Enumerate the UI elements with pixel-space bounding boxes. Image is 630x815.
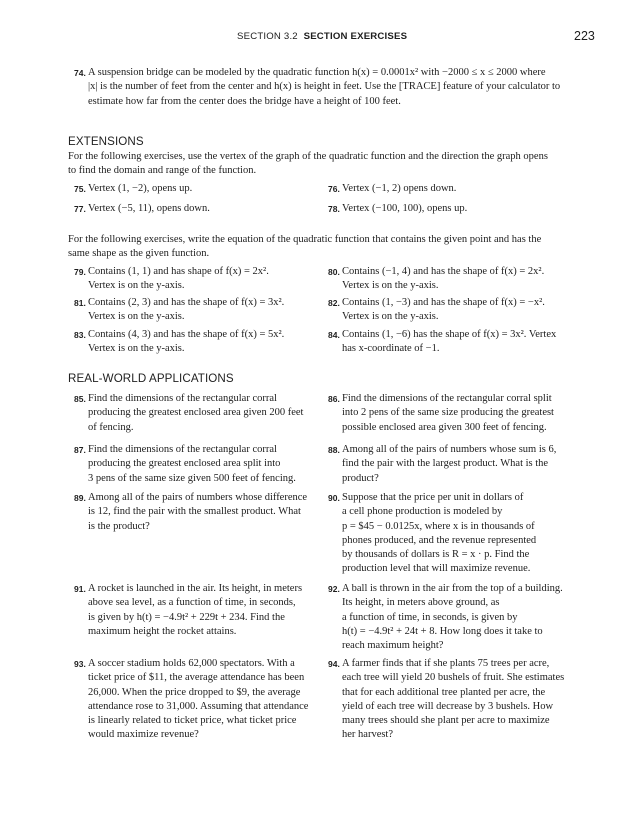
exercise-90 [328, 491, 578, 577]
exercise-83 [74, 328, 319, 357]
exercise-number: 90. [328, 493, 340, 503]
exercise-text-line: Vertex is on the y-axis. [342, 280, 439, 292]
exercise-79 [74, 265, 319, 294]
exercise-text-line: producing the greatest enclosed area split into [88, 458, 281, 470]
exercise-text-line: a function of time, in seconds, is given by [342, 611, 518, 623]
exercise-87 [74, 443, 324, 486]
page-header [0, 30, 630, 48]
exercise-text-line: Vertex (−100, 100), opens up. [342, 203, 468, 214]
exercise-text-line: Contains (1, −3) and has the shape of f(x) = −x². [342, 297, 545, 308]
exercise-text-line: Vertex is on the y-axis. [342, 311, 439, 323]
exercise-text-line: her harvest? [342, 729, 394, 741]
exercise-75 [74, 182, 314, 196]
exercise-text-line: Vertex is on the y-axis. [88, 311, 185, 323]
extensions-heading: EXTENSIONS [68, 135, 144, 148]
exercise-text-line: Vertex is on the y-axis. [88, 280, 185, 292]
exercise-text-line: Contains (4, 3) and has the shape of f(x) = 5x². [88, 329, 285, 340]
instruction-line: For the following exercises, use the vertex of the graph of the quadratic function and the direction the graph opens [68, 151, 548, 162]
exercise-text-line: Contains (−1, 4) and has the shape of f(x) = 2x². [342, 266, 545, 277]
exercise-93 [74, 657, 324, 743]
exercise-text-line: maximum height the rocket attains. [88, 625, 237, 637]
exercise-number: 74. [74, 68, 86, 78]
exercise-number: 92. [328, 584, 340, 594]
exercise-number: 93. [74, 659, 86, 669]
section-title: SECTION EXERCISES [303, 31, 408, 42]
exercise-text-line: A suspension bridge can be modeled by the quadratic function h(x) = 0.0001x² with −2000 ≤ x ≤ 2000 where [88, 67, 546, 78]
exercise-89 [74, 491, 324, 534]
exercise-number: 81. [74, 298, 86, 308]
exercise-text-line: yield of each tree will decrease by 3 bushels. How [342, 700, 554, 712]
exercise-text-line: Find the dimensions of the rectangular corral [88, 444, 277, 455]
exercise-text-line: is the product? [88, 520, 150, 532]
exercise-number: 88. [328, 445, 340, 455]
exercise-text-line: 3 pens of the same size given 500 feet of fencing. [88, 472, 296, 484]
exercise-text-line: h(t) = −4.9t² + 24t + 8. How long does it take to [342, 625, 543, 637]
exercise-85 [74, 392, 324, 435]
exercise-text-line: into 2 pens of the same size producing the greatest [342, 407, 554, 419]
exercise-number: 84. [328, 330, 340, 340]
exercise-number: 89. [74, 493, 86, 503]
exercise-text-line: A farmer finds that if she plants 75 trees per acre, [342, 658, 550, 669]
exercise-92 [328, 582, 578, 653]
exercise-text-line: product? [342, 472, 379, 484]
exercise-76 [328, 182, 568, 196]
exercise-text-line: Suppose that the price per unit in dollars of [342, 492, 524, 503]
exercise-number: 86. [328, 394, 340, 404]
exercise-number: 78. [328, 204, 340, 214]
exercise-text-line: Vertex (−5, 11), opens down. [88, 203, 210, 214]
exercise-text-line: by thousands of dollars is R = x · p. Find the [342, 549, 530, 561]
exercise-text-line: would maximize revenue? [88, 729, 199, 741]
section-label: SECTION 3.2 [237, 31, 298, 42]
exercise-text-line: find the pair with the largest product. What is the [342, 458, 549, 470]
exercise-number: 75. [74, 184, 86, 194]
exercise-text-line: many trees should she plant per acre to maximize [342, 715, 550, 727]
exercise-91 [74, 582, 324, 639]
exercise-84 [328, 328, 573, 357]
exercise-text-line: reach maximum height? [342, 640, 444, 652]
equation-instructions [68, 233, 568, 262]
exercise-text-line: A ball is thrown in the air from the top of a building. [342, 583, 563, 594]
exercise-text-line: possible enclosed area given 300 feet of fencing. [342, 421, 547, 433]
exercise-text-line: Contains (1, −6) has the shape of f(x) = 3x². Vertex [342, 329, 557, 340]
exercise-number: 82. [328, 298, 340, 308]
exercise-number: 91. [74, 584, 86, 594]
exercise-78 [328, 202, 568, 216]
exercise-text-line: |x| is the number of feet from the center and h(x) is height in feet. Use the [TRACE] feature of your calculator to [88, 81, 561, 93]
exercise-text-line: that for each additional tree planted per acre, the [342, 686, 546, 698]
exercise-text-line: Among all of the pairs of numbers whose sum is 6, [342, 444, 557, 455]
exercise-86 [328, 392, 578, 435]
exercise-text-line: p = $45 − 0.0125x, where x is in thousands of [342, 520, 535, 532]
exercise-88 [328, 443, 578, 486]
exercise-number: 83. [74, 330, 86, 340]
exercise-number: 79. [74, 267, 86, 277]
exercise-number: 76. [328, 184, 340, 194]
exercise-text-line: is given by h(t) = −4.9t² + 229t + 234. Find the [88, 611, 285, 623]
exercise-text-line: Contains (1, 1) and has shape of f(x) = 2x². [88, 266, 269, 277]
exercise-text-line: Contains (2, 3) and has the shape of f(x) = 3x². [88, 297, 285, 308]
exercise-94 [328, 657, 578, 743]
exercise-text-line: A rocket is launched in the air. Its height, in meters [88, 583, 303, 594]
exercise-82 [328, 296, 573, 325]
exercise-number: 77. [74, 204, 86, 214]
exercise-text-line: is 12, find the pair with the smallest product. What [88, 506, 301, 518]
real-world-heading: REAL-WORLD APPLICATIONS [68, 372, 234, 385]
exercise-text-line: Vertex (−1, 2) opens down. [342, 183, 457, 194]
exercise-74 [68, 66, 568, 109]
instruction-line: same shape as the given function. [68, 248, 210, 260]
exercise-text-line: 26,000. When the price dropped to $9, the average [88, 686, 301, 698]
exercise-text-line: Find the dimensions of the rectangular corral split [342, 393, 552, 404]
extensions-instructions [68, 150, 568, 179]
exercise-81 [74, 296, 319, 325]
exercise-text-line: producing the greatest enclosed area given 200 feet [88, 407, 304, 419]
exercise-text-line: attendance rose to 31,000. Assuming that attendance [88, 700, 309, 712]
exercise-text-line: a cell phone production is modeled by [342, 506, 503, 518]
exercise-text-line: has x-coordinate of −1. [342, 343, 440, 355]
exercise-text-line: A soccer stadium holds 62,000 spectators. With a [88, 658, 295, 669]
exercise-text-line: ticket price of $11, the average attendance has been [88, 672, 305, 684]
exercise-text-line: Find the dimensions of the rectangular corral [88, 393, 277, 404]
page-number: 223 [574, 29, 595, 43]
exercise-number: 94. [328, 659, 340, 669]
exercise-text-line: Vertex (1, −2), opens up. [88, 183, 193, 194]
exercise-text-line: Its height, in meters above ground, as [342, 597, 500, 609]
exercise-text-line: above sea level, as a function of time, in seconds, [88, 597, 296, 609]
exercise-text-line: of fencing. [88, 421, 134, 433]
exercise-77 [74, 202, 314, 216]
exercise-text-line: production level that will maximize revenue. [342, 563, 531, 575]
exercise-text-line: is linearly related to ticket price, what ticket price [88, 715, 297, 727]
exercise-text-line: Vertex is on the y-axis. [88, 343, 185, 355]
exercise-number: 80. [328, 267, 340, 277]
instruction-line: to find the domain and range of the function. [68, 165, 257, 177]
exercise-text-line: estimate how far from the center does the bridge have a height of 100 feet. [88, 95, 401, 107]
instruction-line: For the following exercises, write the equation of the quadratic function that contains the given point and has the [68, 234, 542, 245]
section-header [237, 31, 407, 42]
exercise-text-line: phones produced, and the revenue represented [342, 534, 537, 546]
exercise-text-line: Among all of the pairs of numbers whose difference [88, 492, 308, 503]
exercise-80 [328, 265, 573, 294]
exercise-text-line: each tree will yield 20 bushels of fruit. She estimates [342, 672, 565, 684]
exercise-number: 87. [74, 445, 86, 455]
exercise-number: 85. [74, 394, 86, 404]
